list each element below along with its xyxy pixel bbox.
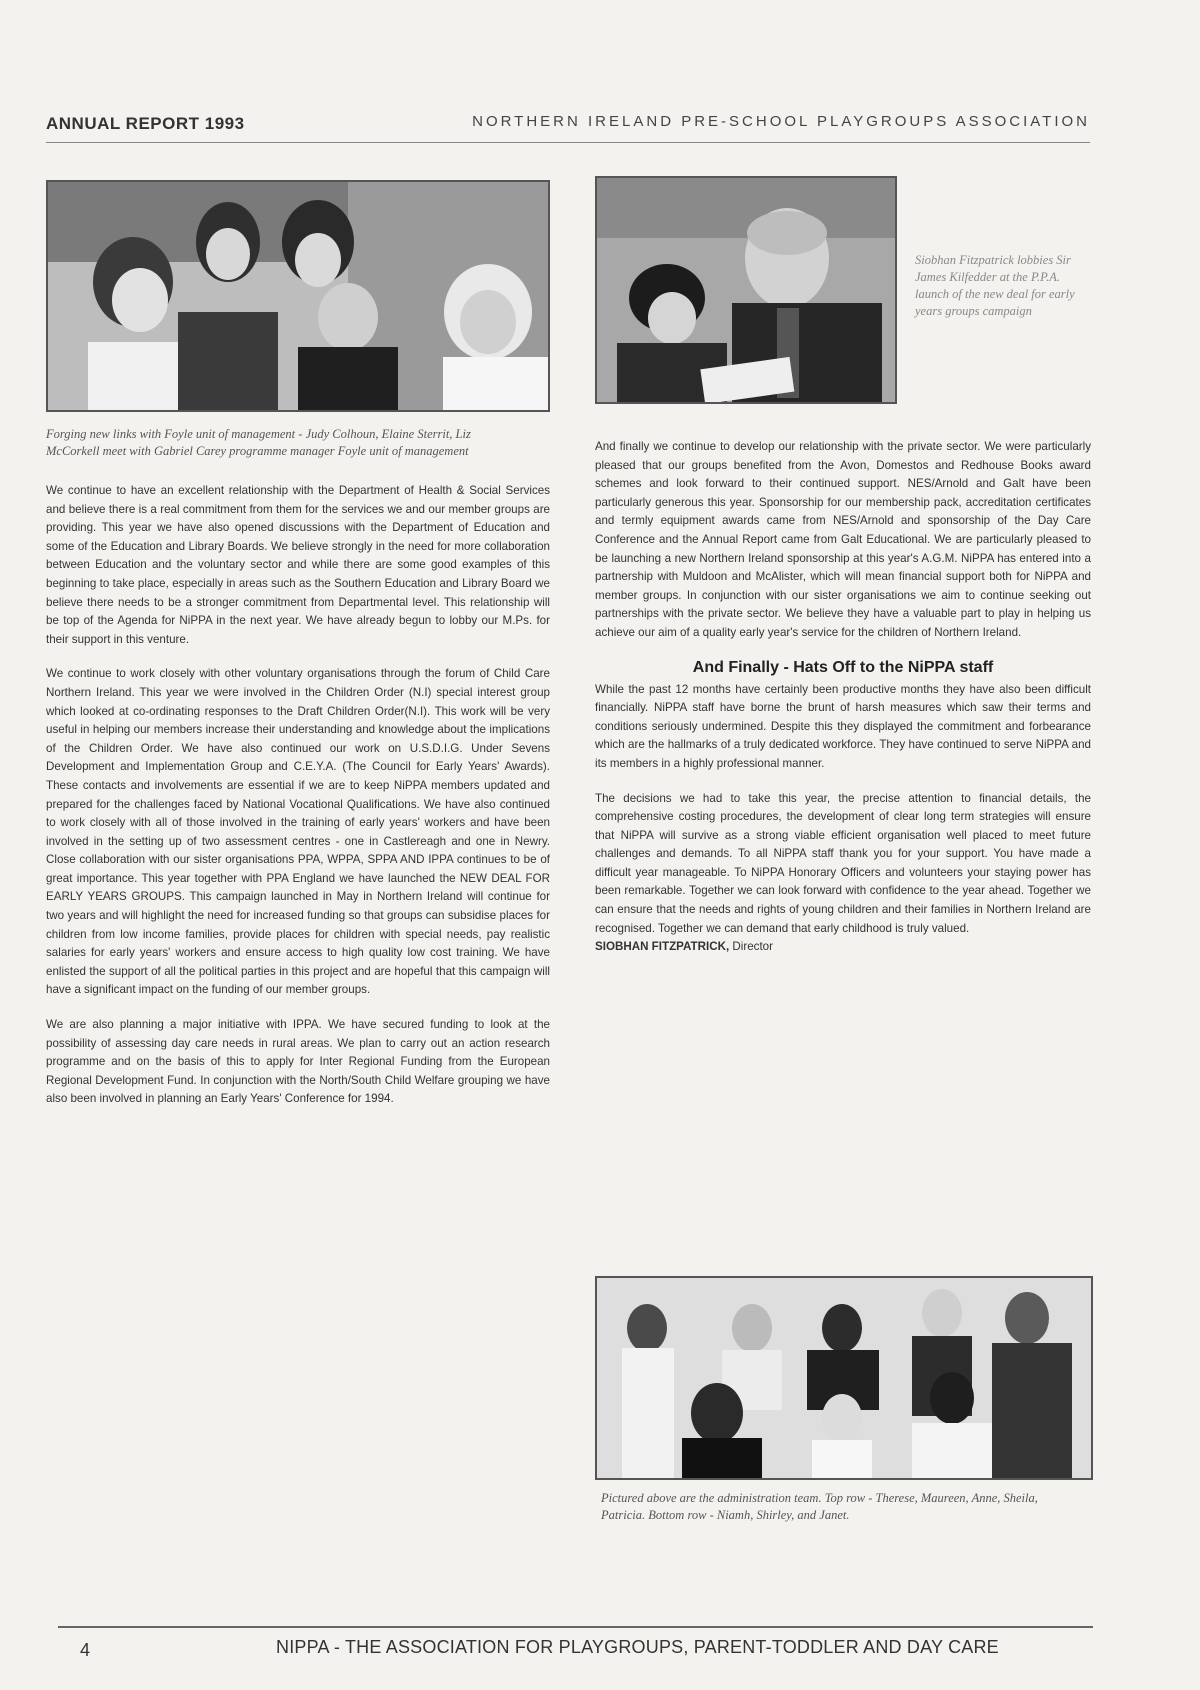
page-number: 4 [80,1640,91,1660]
paragraph-dhss: We continue to have an excellent relationship with the Department of Health & Social Services and believe there is a real commitment from them for the services we and our member groups are providing. This year we have also opened discussions with the Department of Education and some of the Education and Library Boards. We believe strongly in the need for more collaboration between Education and the voluntary sector and while there are some good examples of this beginning to take place, especially in areas such as the Southern Education and Library Board we believe there needs to be a stronger commitment from Departmental level. This relationship will be top of the Agenda for NiPPA in the next year. We have already begun to lobby our M.Ps. for their support in this venture. [46,484,550,646]
left-column [46,180,550,1125]
director-role: Director [729,940,773,954]
paragraph-decisions: The decisions we had to take this year, the precise attention to financial details, the comprehensive costing procedures, the development of clear long term strategies will ensure that NiPPA will survive as a strong viable efficient organisation well placed to meet future challenges and demands. To all NiPPA staff thank you for your support. You have made a difficult year manageable. To NiPPA Honorary Officers and volunteers your staying power has been remarkable. Together we can look forward with confidence to the year ahead. Together we can ensure that the needs and rights of young children and their families in Northern Ireland are recognised. Together we can demand that early childhood is truly valued. [595,791,1091,935]
director-signature [595,940,1091,953]
administration-team-photo [595,1276,1093,1480]
kilfedder-photo-caption: Siobhan Fitzpatrick lobbies Sir James Kilfedder at the P.P.A. launch of the new deal for early years groups campaign [915,253,1075,318]
association-name: NORTHERN IRELAND PRE-SCHOOL PLAYGROUPS ASSOCIATION [472,113,1090,130]
director-name: SIOBHAN FITZPATRICK, [595,940,730,954]
foyle-photo-caption: Forging new links with Foyle unit of management - Judy Colhoun, Elaine Sterrit, Liz McCorkell meet with Gabriel Carey programme manager Foyle unit of management [46,427,471,458]
header-divider [46,142,1090,143]
report-title: ANNUAL REPORT 1993 [46,114,245,133]
staff-section-heading: And Finally - Hats Off to the NiPPA staff [692,658,994,676]
footer-divider [58,1626,1093,1628]
right-column [595,176,1091,1522]
paragraph-private-sector: And finally we continue to develop our relationship with the private sector. We were particularly pleased that our groups benefited from the Avon, Domestos and Redhouse Books award schemes and look forward to their continued support. NES/Arnold and Galt have been particularly generous this year. Sponsorship for our membership pack, accreditation certificates and termly equipment awards came from NES/Arnold and sponsorship of the Day Care Conference and the Annual Report came from Galt Educational. We are particularly pleased to be launching a new Northern Ireland sponsorship at this year's A.G.M. NiPPA has entered into a partnership with Muldoon and McAlister, which will mean financial support both for NiPPA and member groups. In conjunction with our sister organisations we aim to continue seeking out partnerships with the private sector. We believe they have a valuable part to play in helping us achieve our aim of a quality early year's service for the children of Northern Ireland. [595,440,1091,639]
paragraph-ippa-initiative: We are also planning a major initiative with IPPA. We have secured funding to look at the possibility of assessing day care needs in rural areas. We plan to carry out an action research programme and on the basis of this to apply for Inter Regional Funding from the European Regional Development Fund. In conjunction with the North/South Child Welfare grouping we have also been involved in planning an Early Years' Conference for 1994. [46,1018,550,1106]
paragraph-voluntary-organisations: We continue to work closely with other voluntary organisations through the forum of Child Care Northern Ireland. This year we were involved in the Children Order (N.I) special interest group which looked at co-ordinating responses to the Draft Children Order(N.I). This work will be very useful in helping our members increase their understanding and knowledge about the implications of the Children Order. We have also continued our work on U.S.D.I.G. Under Sevens Development and Implementation Group and C.E.Y.A. (The Council for Early Years' Awards). These contacts and involvements are essential if we are to keep NiPPA members updated and prepared for the challenges faced by National Vocational Qualifications. We have also continued to work closely with all of those involved in the training of early years' workers and have been involved in the setting up of two assessment centres - one in Castlereagh and one in Newry. Close collaboration with our sister organisations PPA, WPPA, SPPA AND IPPA continues to be of great importance. This year together with PPA England we have launched the NEW DEAL FOR EARLY YEARS GROUPS. This campaign launched in May in Northern Ireland will continue for two years and will highlight the need for increased funding so that groups can subsidise places for children from low income families, provide places for children with special needs, pay realistic salaries for early years' workers and ensure access to high quality low cost training. We have enlisted the support of all the political parties in this project and are hopeful that this campaign will have a significant impact on the funding of our member groups. [46,667,550,997]
administration-photo-caption: Pictured above are the administration team. Top row - Therese, Maureen, Anne, Sheila, Patricia. Bottom row - Niamh, Shirley, and Janet. [601,1491,1038,1522]
footer-association-tagline: NIPPA - THE ASSOCIATION FOR PLAYGROUPS, PARENT-TODDLER AND DAY CARE [276,1637,999,1657]
foyle-group-photo [46,180,550,412]
kilfedder-photo [595,176,897,404]
paragraph-staff-difficulties: While the past 12 months have certainly been productive months they have also been difficult financially. NiPPA staff have borne the brunt of harsh measures which saw their terms and conditions seriously undermined. Despite this they displayed the commitment and forbearance which are the hallmarks of a truly dedicated workforce. They have continued to serve NiPPA and its members in a highly professional manner. [595,682,1091,770]
